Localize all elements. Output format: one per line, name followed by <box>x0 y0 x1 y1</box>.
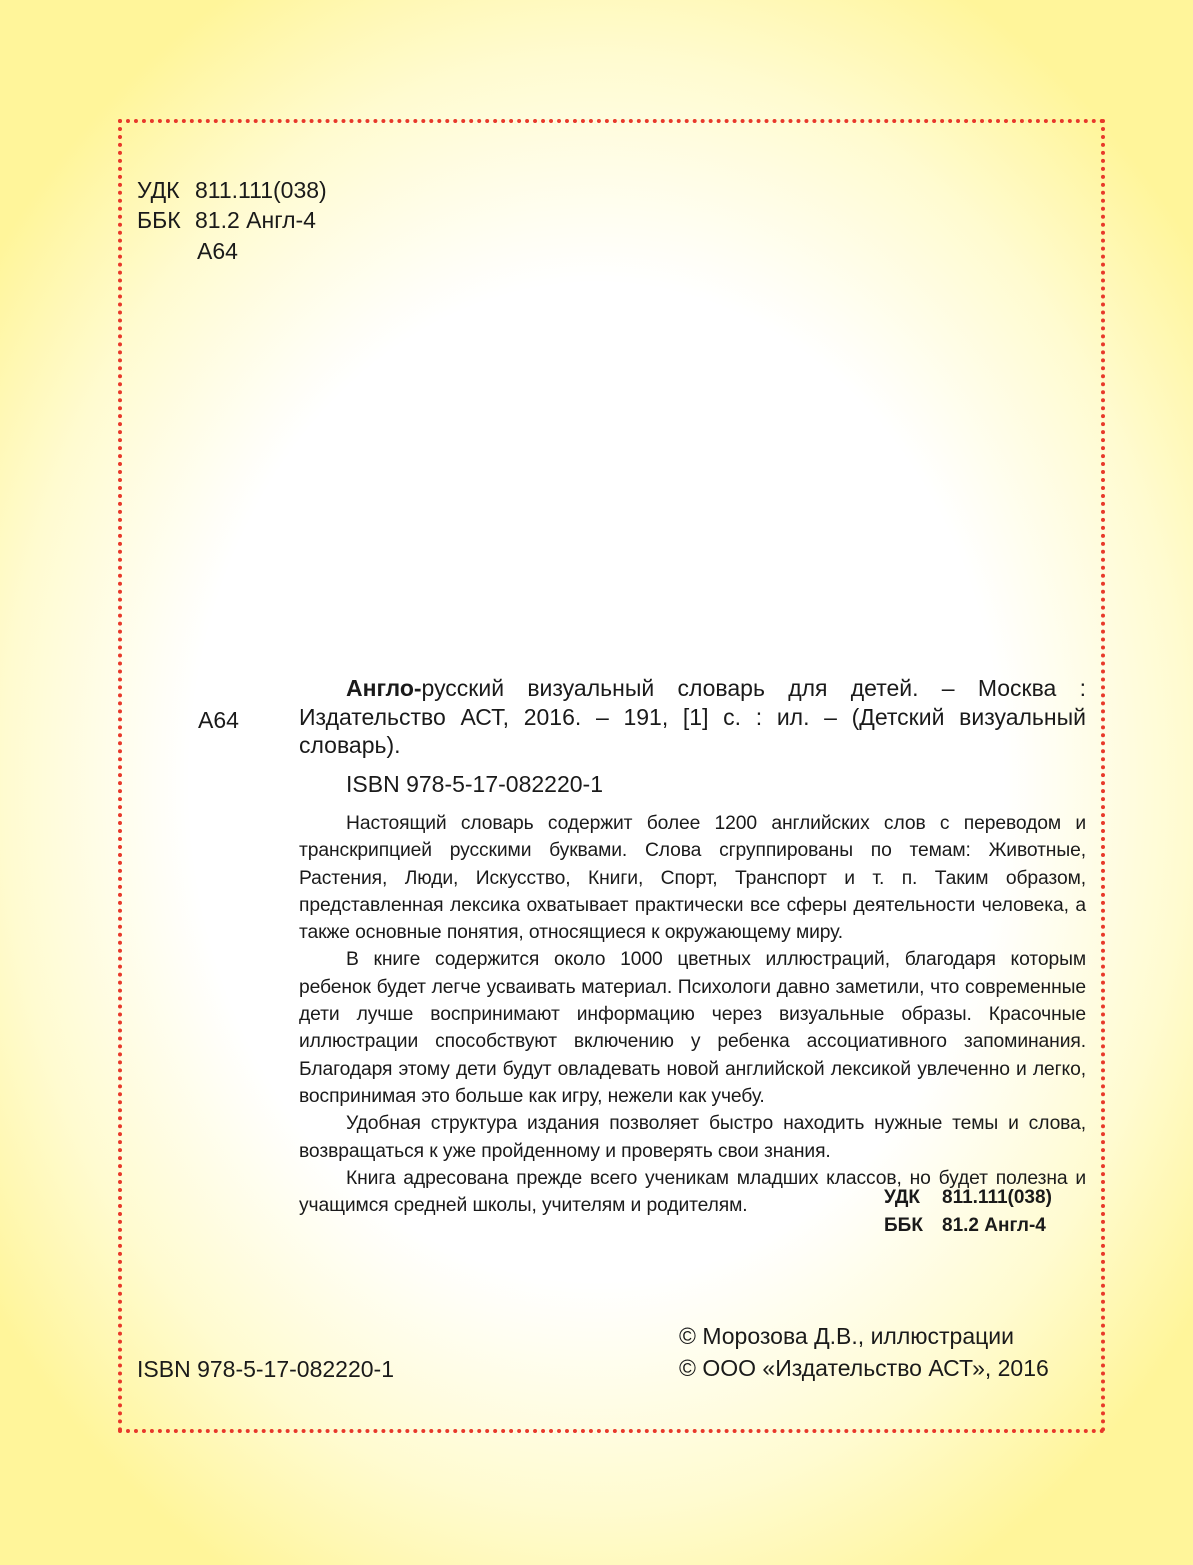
copyright-publisher: © ООО «Издательство АСТ», 2016 <box>679 1355 1049 1381</box>
abstract-paragraph: Настоящий словарь содержит более 1200 английских слов с переводом и транскрипцией русскими буквами. Слова сгруппированы по темам: Животные, Растения, Люди, Искусство, Книги, Спорт, Транспорт и т. п. Таким образом, представленная лексика охватывает практически все сферы деятельности человека, а также основные понятия, относящиеся к окружающему миру. <box>299 813 1086 944</box>
header-bbk-value: 81.2 Англ-4 <box>195 207 316 233</box>
abstract-paragraph: В книге содержится около 1000 цветных иллюстраций, благодаря которым ребенок будет легче усваивать материал. Психологи давно заметили, что современные дети лучше воспринимают информацию через визуальные образы. Красочные иллюстрации способствуют включению у ребенка ассоциативного запоминания. Благодаря этому дети будут овладевать новой английской лексикой увлеченно и легко, воспринимая это больше как игру, нежели как учебу. <box>299 949 1086 1107</box>
classification-bbk-label: ББК <box>884 1215 923 1236</box>
entry-author-mark: А64 <box>198 707 239 733</box>
classification-udk-label: УДК <box>884 1187 920 1208</box>
entry-title-bold: Англо- <box>346 675 422 701</box>
footer-isbn: ISBN 978-5-17-082220-1 <box>137 1356 394 1382</box>
classification-bbk-line <box>884 1212 1052 1240</box>
entry-isbn: ISBN 978-5-17-082220-1 <box>346 770 603 797</box>
abstract <box>299 810 1086 1219</box>
copyright-illustrations: © Морозова Д.В., иллюстрации <box>679 1323 1014 1349</box>
entry-description <box>299 674 1086 760</box>
bibliographic-entry <box>299 674 1086 1219</box>
header-author-mark: А64 <box>197 238 238 264</box>
classification-bbk-value: 81.2 Англ-4 <box>942 1215 1046 1236</box>
abstract-paragraph: Удобная структура издания позволяет быстро находить нужные темы и слова, возвращаться к уже пройденному и проверять свои знания. <box>299 1113 1086 1162</box>
header-udk-value: 811.111(038) <box>195 177 327 203</box>
classification-udk-line <box>884 1184 1052 1212</box>
copyright-block <box>679 1320 1049 1384</box>
entry-description-text: русский визуальный словарь для детей. – Москва : Издательство АСТ, 2016. – 191, [1] с. : ил. – (Детский визуальный словарь). <box>299 675 1086 758</box>
classification-udk-value: 811.111(038) <box>942 1187 1052 1208</box>
abstract-paragraph: Книга адресована прежде всего ученикам младших классов, но будет полезна и учащимся средней школы, учителям и родителям. <box>299 1167 1086 1217</box>
header-bbk-label: ББК <box>137 207 181 233</box>
header-udk-label: УДК <box>137 177 180 203</box>
header-udk-line <box>137 176 327 204</box>
header-bbk-line <box>137 206 316 234</box>
classification-block <box>884 1184 1052 1240</box>
